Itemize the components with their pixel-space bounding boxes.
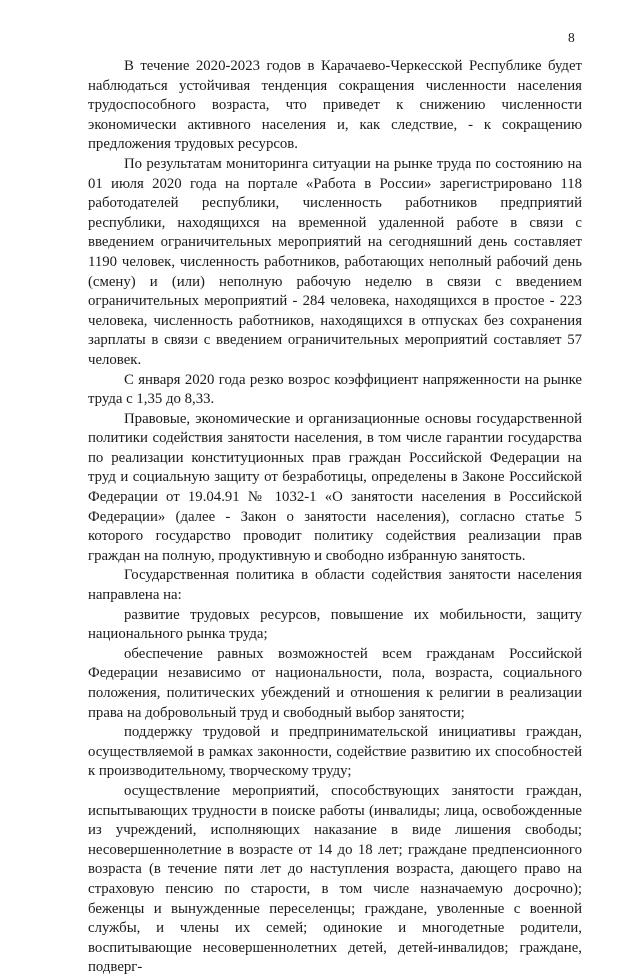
paragraph-monitoring-results: По результатам мониторинга ситуации на рынке труда по состоянию на 01 июля 2020 года на портале «Работа в России» зарегистрировано 118 работодателей республики, численность работников предприятий республики, находящихся на временной удаленной работе в связи с введением ограничительных мероприятий на сегодняшний день составляет 1190 человек, численность работников, работающих неполный рабочий день (смену) и (или) неполную рабочую неделю в связи с введением ограничительных мероприятий - 284 человека, находящихся в простое - 223 человека, численность работников, находящихся в отпусках без сохранения зарплаты в связи с введением ограничительных мероприятий составляет 57 человек. — [88, 155, 582, 368]
list-item-initiative-support: поддержку трудовой и предпринимательской инициативы граждан, осуществляемой в рамках законности, содействие развитию их способностей к производительному, творческому труду; — [88, 724, 582, 780]
list-item-equal-opportunities: обеспечение равных возможностей всем гражданам Российской Федерации независимо от национальности, пола, возраста, социального положения, политических убеждений и отношения к религии в реализации права на добровольный труд и свободный выбор занятости; — [88, 645, 582, 721]
paragraph-policy-intro: Государственная политика в области содействия занятости населения направлена на: — [88, 567, 582, 604]
paragraph-legal-basis: Правовые, экономические и организационные основы государственной политики содействия занятости населения, в том числе гарантии государства по реализации конституционных прав граждан Российской Федерации на труд и социальную защиту от безработицы, определены в Законе Российской Федерации от 19.04.91 № 1032-1 «О занятости населения в Российской Федерации» (далее - Закон о занятости населения), согласно статье 5 которого государство проводит политику содействия реализации прав граждан на полную, продуктивную и свободно избранную занятость. — [88, 410, 582, 564]
list-item-labor-resources: развитие трудовых ресурсов, повышение их мобильности, защиту национального рынка труда; — [88, 606, 582, 643]
list-item-employment-measures: осуществление мероприятий, способствующих занятости граждан, испытывающих трудности в поиске работы (инвалиды; лица, освобожденные из учреждений, исполняющих наказание в виде лишения свободы; несовершеннолетние в возрасте от 14 до 18 лет; граждане предпенсионного возраста (в течение пяти лет до наступления возраста, дающего право на страховую пенсию по старости, в том числе назначаемую досрочно); беженцы и вынужденные переселенцы; граждане, уволенные с военной службы, и члены их семей; одинокие и многодетные родители, воспитывающие несовершеннолетних детей, детей-инвалидов; граждане, подверг- — [88, 782, 582, 976]
paragraph-tension-coefficient: С января 2020 года резко возрос коэффициент напряженности на рынке труда с 1,35 до 8,33. — [88, 371, 582, 408]
page-number: 8 — [568, 30, 575, 45]
paragraph-demographic-trend: В течение 2020-2023 годов в Карачаево-Черкесской Республике будет наблюдаться устойчивая тенденция сокращения численности населения трудоспособного возраста, что приведет к снижению численности экономически активного населения и, как следствие, - к сокращению предложения трудовых ресурсов. — [88, 58, 582, 153]
body-text — [88, 57, 582, 978]
